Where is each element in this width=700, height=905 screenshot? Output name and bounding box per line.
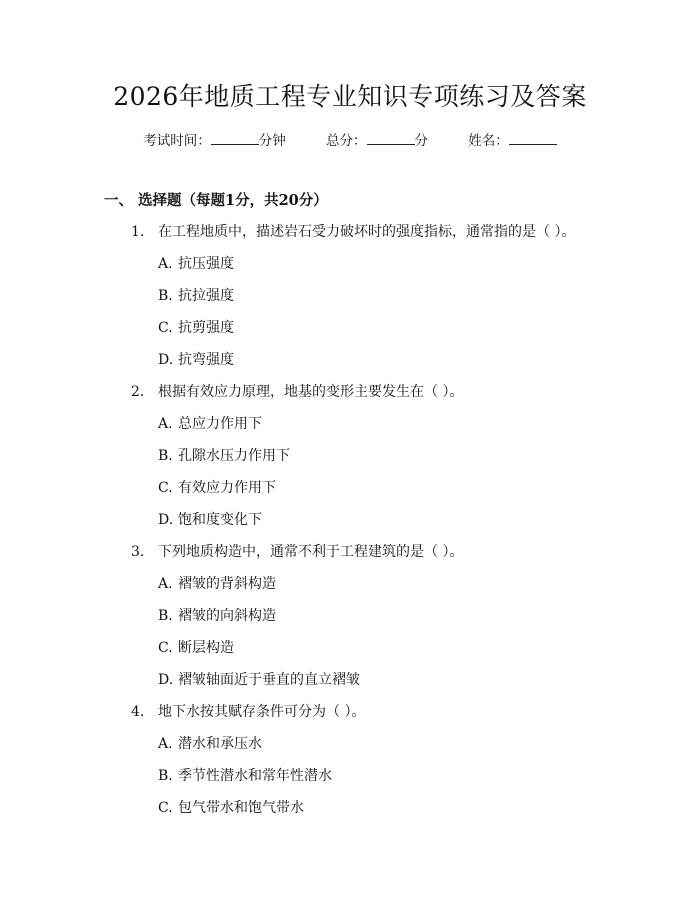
exam-info-line: [0, 130, 700, 151]
question-number: 3.: [131, 544, 145, 560]
option-text: 抗弯强度: [178, 352, 234, 368]
option-text: 总应力作用下: [178, 416, 262, 432]
exam-time-blank: [211, 130, 259, 145]
question-text: 地下水按其赋存条件可分为（ ）。: [158, 704, 366, 720]
exam-time-label: 考试时间：: [143, 133, 211, 149]
question-2-option-c: [158, 478, 276, 498]
option-text: 包气带水和饱气带水: [178, 800, 304, 816]
question-3-option-d: [158, 670, 360, 690]
question-number: 4.: [131, 704, 145, 720]
option-label: D.: [158, 512, 174, 528]
option-label: A.: [158, 736, 173, 752]
question-4-option-a: [158, 734, 262, 754]
option-label: C.: [158, 480, 173, 496]
option-label: A.: [158, 576, 173, 592]
question-1-option-d: [158, 350, 234, 370]
question-2: [131, 382, 463, 402]
option-text: 潜水和承压水: [178, 736, 262, 752]
option-text: 褶皱的向斜构造: [178, 608, 276, 624]
page-title: 2026年地质工程专业知识专项练习及答案: [113, 82, 587, 111]
option-label: B.: [158, 448, 173, 464]
option-text: 抗压强度: [178, 256, 234, 272]
option-text: 有效应力作用下: [178, 480, 276, 496]
question-3-option-c: [158, 638, 234, 658]
question-2-option-b: [158, 446, 290, 466]
option-label: D.: [158, 672, 174, 688]
question-3-option-a: [158, 574, 276, 594]
option-label: C.: [158, 640, 173, 656]
question-1-option-c: [158, 318, 234, 338]
question-4: [131, 702, 365, 722]
option-label: A.: [158, 256, 173, 272]
option-label: C.: [158, 320, 173, 336]
exam-time-field: [143, 130, 286, 151]
question-3: [131, 542, 463, 562]
section-number: 一、: [104, 192, 133, 209]
total-score-field: [326, 130, 428, 151]
option-label: B.: [158, 768, 173, 784]
question-number: 1.: [131, 224, 145, 240]
option-label: C.: [158, 800, 173, 816]
name-field: [468, 130, 557, 151]
option-text: 抗剪强度: [178, 320, 234, 336]
option-label: B.: [158, 288, 173, 304]
question-1-option-a: [158, 254, 234, 274]
option-text: 孔隙水压力作用下: [178, 448, 290, 464]
option-text: 褶皱轴面近于垂直的直立褶皱: [178, 672, 360, 688]
option-text: 褶皱的背斜构造: [178, 576, 276, 592]
question-1: [131, 222, 575, 242]
total-score-label: 总分：: [326, 133, 367, 149]
question-1-option-b: [158, 286, 234, 306]
question-2-option-a: [158, 414, 262, 434]
total-score-blank: [367, 130, 415, 145]
option-label: A.: [158, 416, 173, 432]
section-title: 选择题（每题1分，共20分）: [138, 192, 328, 209]
option-text: 季节性潜水和常年性潜水: [178, 768, 332, 784]
question-text: 根据有效应力原理，地基的变形主要发生在（ ）。: [158, 384, 464, 400]
question-4-option-b: [158, 766, 332, 786]
question-text: 在工程地质中，描述岩石受力破坏时的强度指标，通常指的是（ ）。: [158, 224, 576, 240]
option-text: 断层构造: [178, 640, 234, 656]
name-label: 姓名：: [468, 133, 509, 149]
name-blank: [509, 130, 557, 145]
question-4-option-c: [158, 798, 304, 818]
question-text: 下列地质构造中，通常不利于工程建筑的是（ ）。: [158, 544, 464, 560]
question-number: 2.: [131, 384, 145, 400]
option-text: 抗拉强度: [178, 288, 234, 304]
section-heading: [104, 191, 328, 211]
option-text: 饱和度变化下: [178, 512, 262, 528]
question-3-option-b: [158, 606, 276, 626]
total-score-unit: 分: [414, 133, 428, 149]
option-label: B.: [158, 608, 173, 624]
exam-time-unit: 分钟: [258, 133, 286, 149]
option-label: D.: [158, 352, 174, 368]
question-2-option-d: [158, 510, 262, 530]
